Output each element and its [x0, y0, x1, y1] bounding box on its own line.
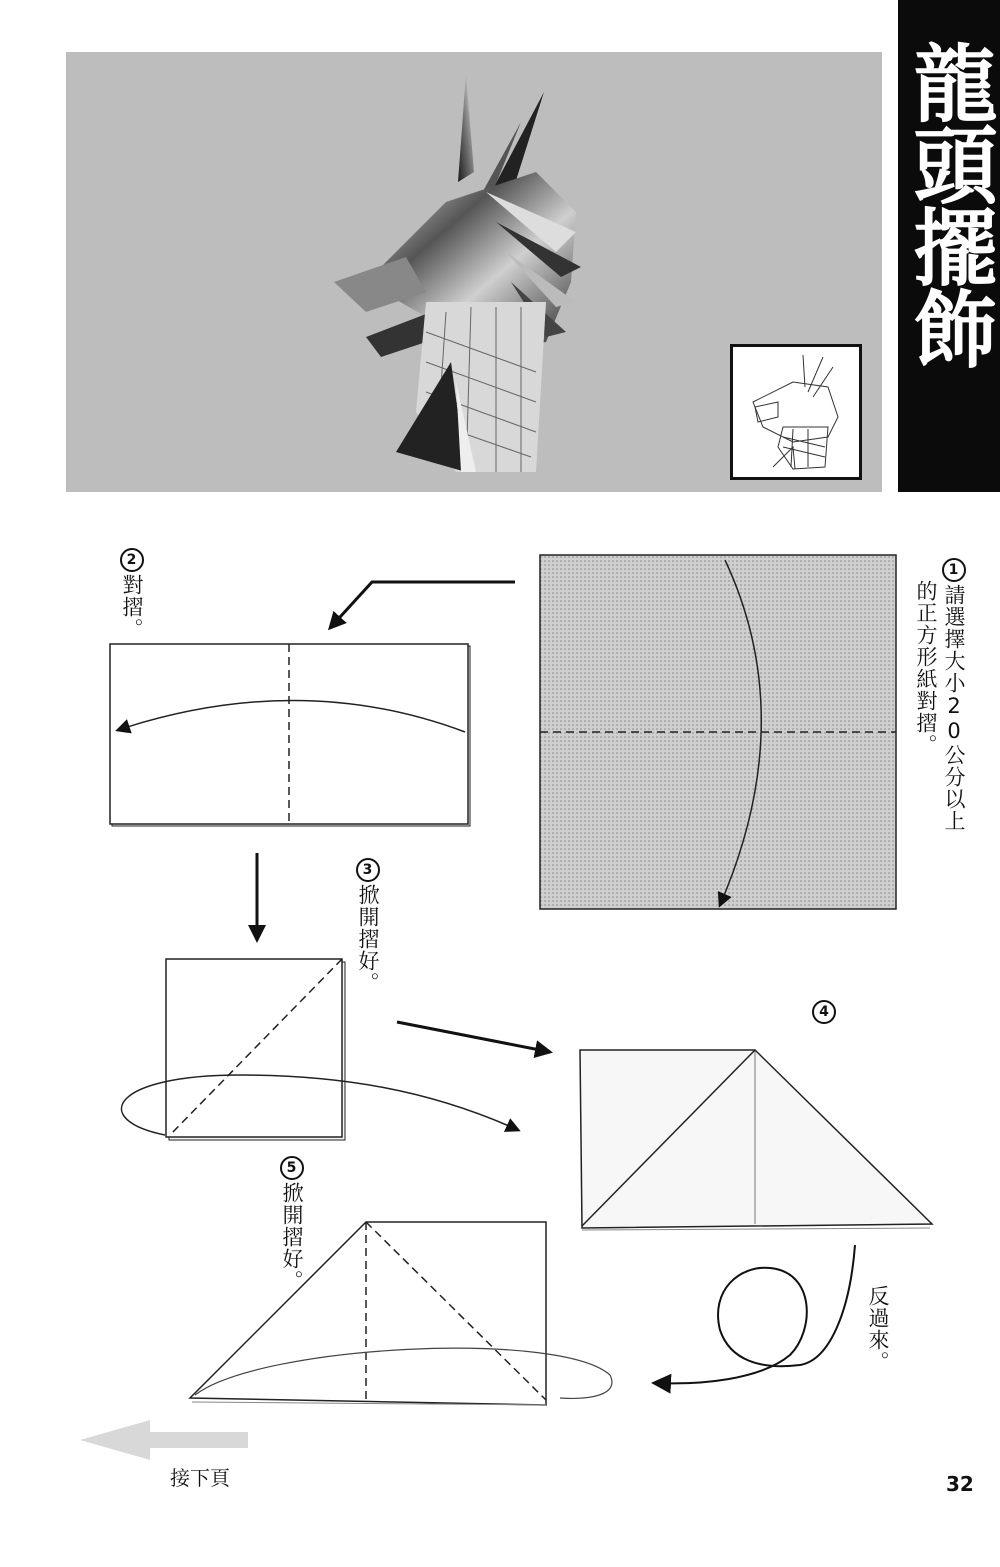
step1-square-diagram [540, 555, 896, 909]
step3-square-diagram [121, 959, 518, 1140]
turn-over-arrow [655, 1245, 855, 1383]
step2-text: 對摺。 [120, 574, 144, 640]
step3-text: 掀開摺好。 [356, 884, 380, 994]
step-number: 4 [812, 1000, 836, 1024]
step4-label [812, 1000, 836, 1026]
next-page-label: 接下頁 [170, 1466, 230, 1490]
step5-text: 掀開摺好。 [280, 1182, 304, 1292]
step4-triangle-diagram [580, 1050, 932, 1230]
step5-label [280, 1156, 304, 1292]
step1-label [942, 558, 966, 832]
turn-over-label: 反過來。 [866, 1285, 890, 1373]
page-number: 32 [946, 1472, 974, 1496]
step-number: 5 [280, 1156, 304, 1180]
step-arrow [330, 582, 515, 628]
step5-diagram [190, 1222, 612, 1405]
step2-label [120, 548, 144, 640]
next-page-arrow-icon [80, 1420, 248, 1460]
step-number: 3 [356, 858, 380, 882]
step-arrow [397, 1022, 550, 1052]
step2-rectangle-diagram [110, 644, 470, 826]
step-number: 1 [942, 558, 966, 582]
step-number: 2 [120, 548, 144, 572]
page-title: 龍頭擺飾 [900, 40, 998, 368]
step1-text-line2: 的正方形紙對摺。 [914, 580, 938, 756]
step1-text-line1: 請選擇大小20公分以上 [942, 584, 966, 832]
step3-label [356, 858, 380, 994]
